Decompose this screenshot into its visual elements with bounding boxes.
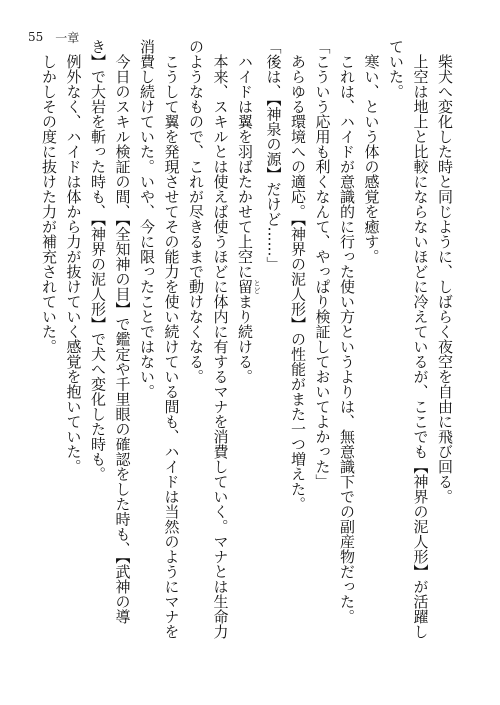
text-line-1: 柴犬へ変化した時と同じように、しばらく夜空を自由に飛び回る。 (436, 39, 454, 504)
text-line-12: こうして翼を発現させてその能力を使い続けている間も、ハイドは当然のようにマナを (162, 39, 181, 639)
vertical-body-text (37, 39, 458, 679)
text-line-6: 「こういう応用も利くなんて、やっぱり検証しておいてよかった」 (313, 39, 332, 489)
ruby-word-todo (236, 279, 261, 294)
text-line-2: 上空は地上と比較にならないほどに冷えているが、ここでも【神界の泥人形】が活躍し (411, 39, 430, 639)
text-line-8: 「後は、【神泉の源】だけど……」 (264, 39, 283, 272)
text-line-3: ていた。 (387, 39, 405, 99)
ruby-base: 留 (236, 279, 254, 294)
text-line-14: 今日のスキル検証の間、【全知神の目】で鑑定や千里眼の確認をした時も、【武神の導 (113, 39, 132, 624)
text-line-5: これは、ハイドが意識的に行った使い方というよりは、無意識下での副産物だった。 (338, 39, 356, 624)
ruby-reading: とど (253, 279, 261, 294)
text-line-15: き】で大岩を斬った時も、【神界の泥人形】で犬へ変化した時も。 (89, 39, 107, 482)
text-line-11: のようなもので、これが尽きるまで動けなくなる。 (187, 39, 205, 384)
text-line-9 (233, 39, 262, 679)
text-line-9-prefix: ハイドは翼を羽ばたかせて上空に (236, 39, 254, 279)
chapter-title: 一章 (55, 30, 80, 45)
text-line-17: しかしその度に抜けた力が補充されていた。 (40, 39, 58, 354)
text-line-9-suffix: まり続ける。 (236, 294, 254, 384)
page-number: 55 (28, 30, 44, 44)
text-line-4: 寒い、という体の感覚を癒す。 (362, 39, 381, 264)
text-line-10: 本来、スキルとは使えば使うほどに体内に有するマナを消費していく。マナとは生命力 (211, 39, 230, 639)
text-line-7: あらゆる環境への適応。【神界の泥人形】の性能がまた一つ増えた。 (289, 39, 307, 512)
text-column (40, 39, 457, 679)
text-line-16: 例外なく、ハイドは体から力が抜けていく感覚を抱いていた。 (64, 39, 83, 474)
text-line-13: 消費し続けていた。いや、今に限ったことではない。 (138, 39, 156, 399)
